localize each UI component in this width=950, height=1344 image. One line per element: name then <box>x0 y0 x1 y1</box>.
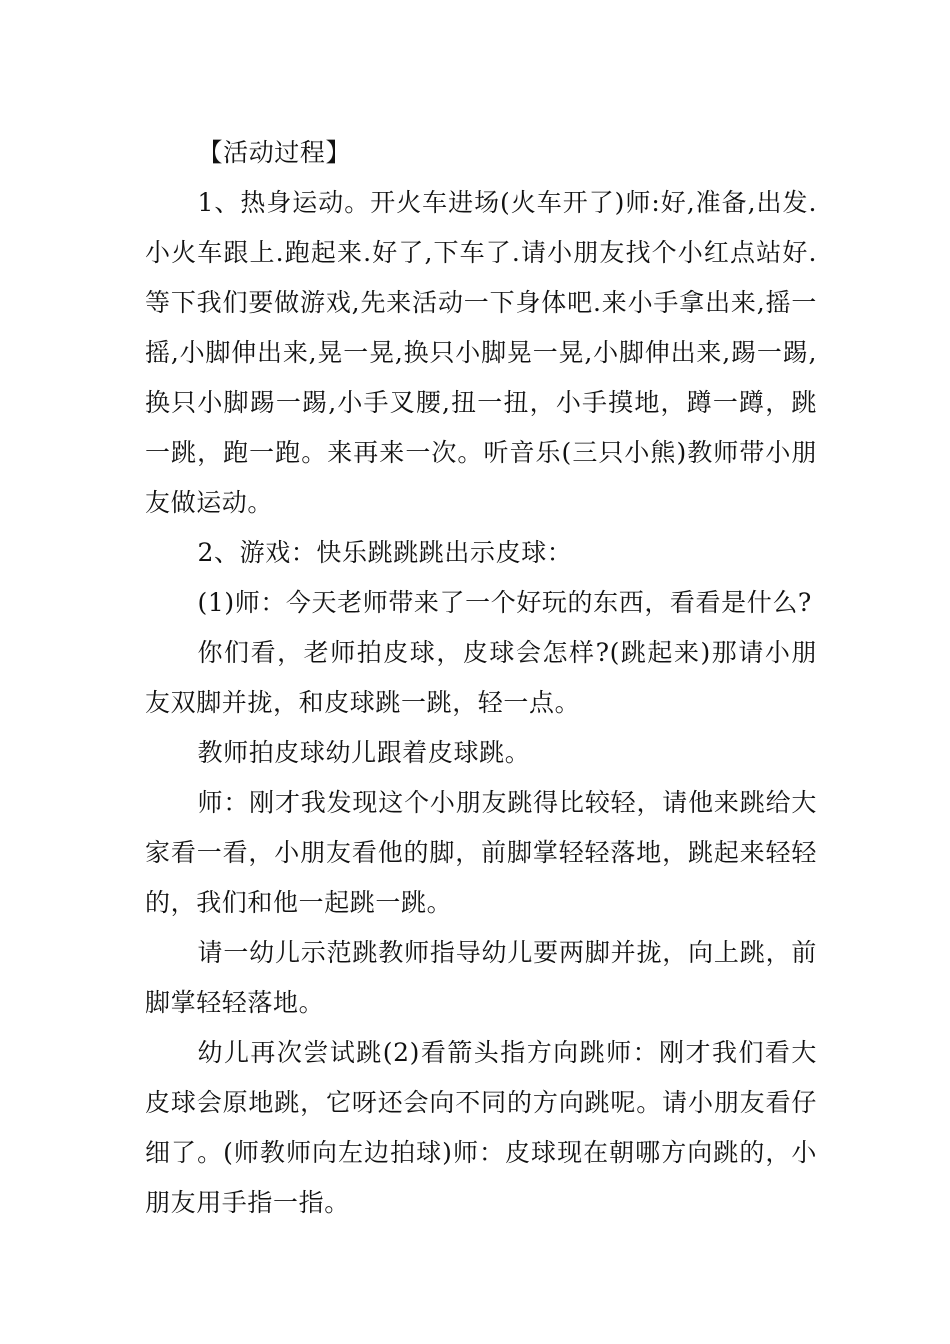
paragraph-arrow-direction: 幼儿再次尝试跳(2)看箭头指方向跳师：刚才我们看大皮球会原地跳，它呀还会向不同的方向跳呢。请小朋友看仔细了。(师教师向左边拍球)师：皮球现在朝哪方向跳的，小朋友用手指一指。 <box>145 1038 817 1217</box>
section-heading: 【活动过程】 <box>197 138 352 167</box>
paragraph-ball-jump: 你们看，老师拍皮球，皮球会怎样?(跳起来)那请小朋友双脚并拢，和皮球跳一跳，轻一点。 <box>145 638 817 717</box>
document-body <box>145 128 817 1228</box>
paragraph-teacher-bounce: 教师拍皮球幼儿跟着皮球跳。 <box>197 738 531 767</box>
paragraph-warmup: 1、热身运动。开火车进场(火车开了)师:好,准备,出发.小火车跟上.跑起来.好了,下车了.请小朋友找个小红点站好.等下我们要做游戏,先来活动一下身体吧.来小手拿出来,摇一摇,小脚伸出来,晃一晃,换只小脚晃一晃,小脚伸出来,踢一踢,换只小脚踢一踢,小手叉腰,扭一扭，小手摸地，蹲一蹲，跳一跳，跑一跑。来再来一次。听音乐(三只小熊)教师带小朋友做运动。 <box>145 188 817 517</box>
paragraph-step-1: (1)师：今天老师带来了一个好玩的东西，看看是什么? <box>197 588 812 617</box>
paragraph-guidance: 请一幼儿示范跳教师指导幼儿要两脚并拢，向上跳，前脚掌轻轻落地。 <box>145 938 817 1017</box>
paragraph-game-title: 2、游戏：快乐跳跳跳出示皮球： <box>197 538 573 567</box>
paragraph-demo-child: 师：刚才我发现这个小朋友跳得比较轻，请他来跳给大家看一看，小朋友看他的脚，前脚掌轻轻落地，跳起来轻轻的，我们和他一起跳一跳。 <box>145 788 817 917</box>
